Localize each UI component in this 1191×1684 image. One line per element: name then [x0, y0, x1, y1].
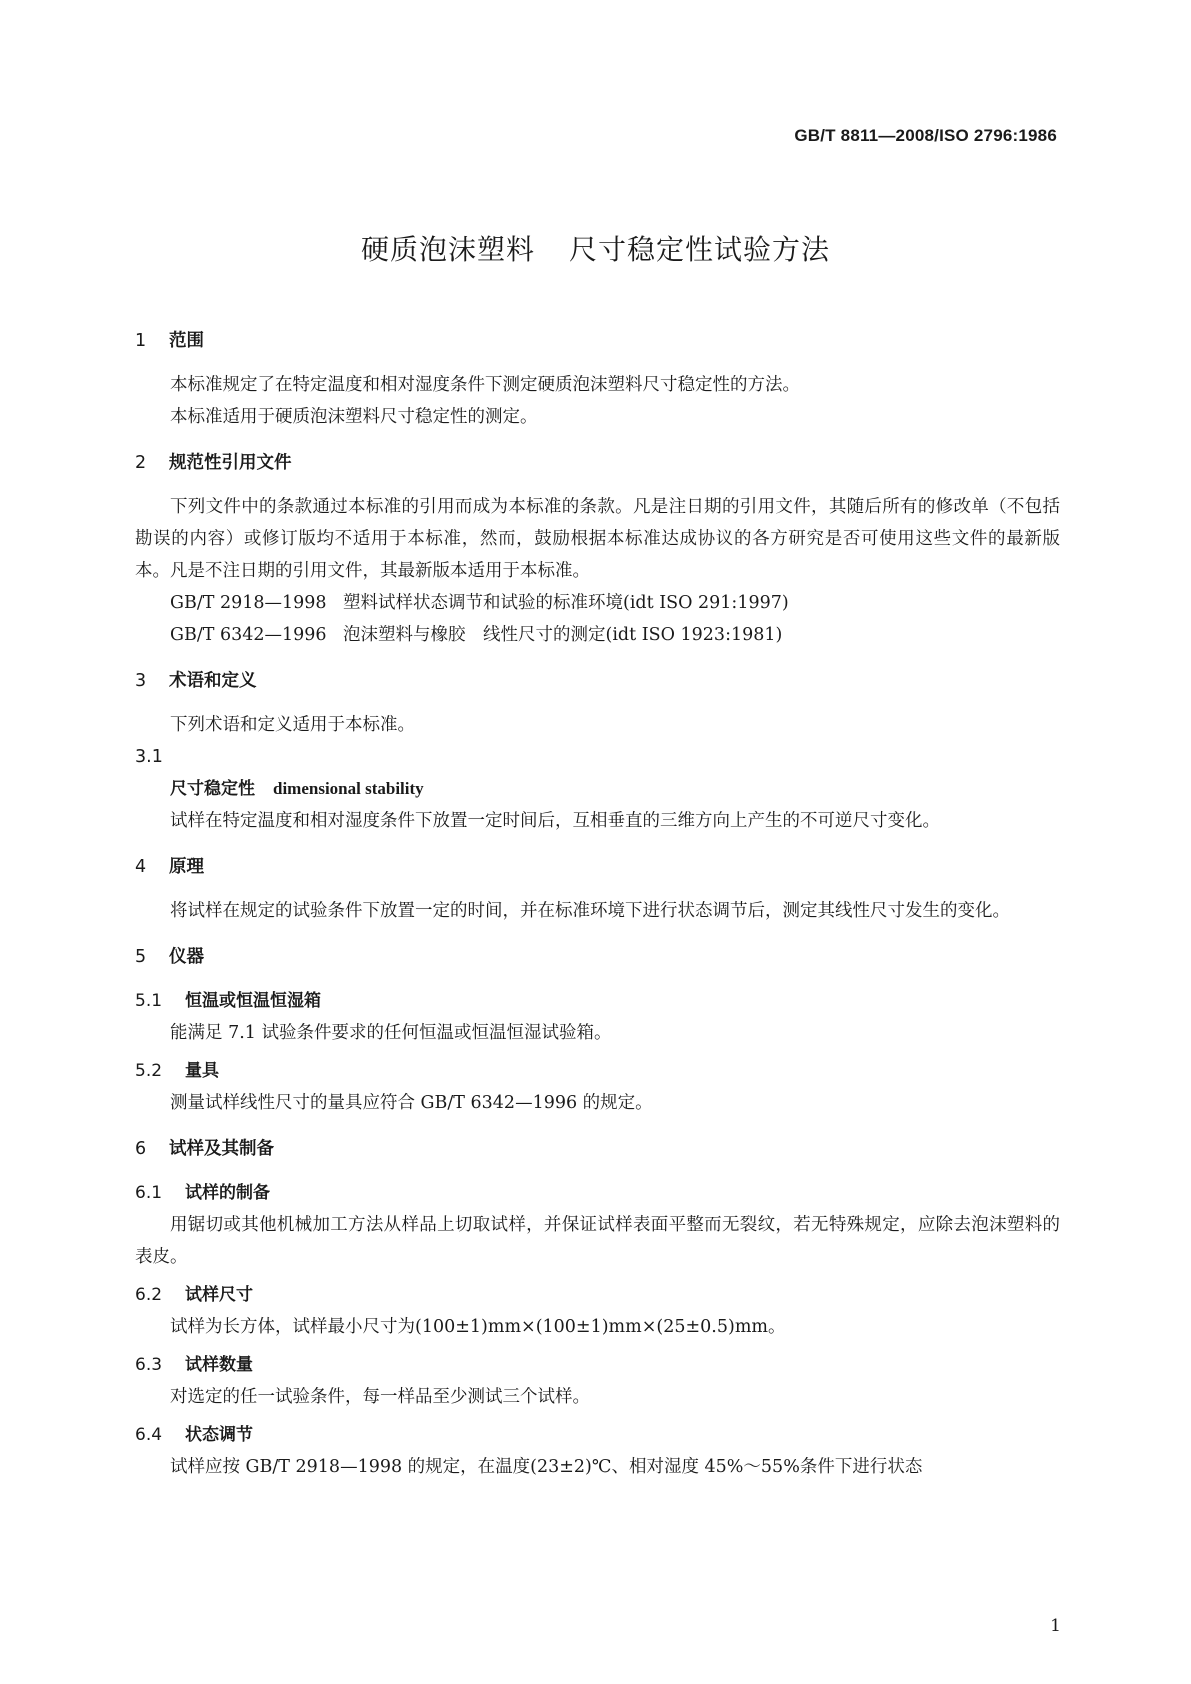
- reference-item: GB/T 2918—1998 塑料试样状态调节和试验的标准环境(idt ISO 291:1997): [170, 593, 789, 613]
- standard-code: GB/T 8811—2008/ISO 2796:1986: [794, 126, 1057, 145]
- section-heading-5: 5 仪器: [135, 947, 204, 967]
- section-heading-3: 3 术语和定义: [135, 671, 257, 691]
- subsection-heading-5-1: 5.1 恒温或恒温恒湿箱: [135, 991, 321, 1011]
- paragraph: 将试样在规定的试验条件下放置一定的时间，并在标准环境下进行状态调节后，测定其线性尺寸发生的变化。: [170, 901, 1010, 921]
- title-part-1: 硬质泡沫塑料: [360, 233, 535, 266]
- paragraph: 试样应按 GB/T 2918—1998 的规定，在温度(23±2)℃、相对湿度 45%～55%条件下进行状态: [170, 1457, 923, 1477]
- paragraph: 用锯切或其他机械加工方法从样品上切取试样，并保证试样表面平整而无裂纹，若无特殊规定，应除去泡沫塑料的表皮。: [135, 1215, 1060, 1267]
- section-heading-4: 4 原理: [135, 857, 204, 877]
- document-title: [0, 228, 1191, 268]
- term-entry: [135, 773, 1060, 805]
- subsection-heading-5-2: 5.2 量具: [135, 1061, 219, 1081]
- section-heading-2: 2 规范性引用文件: [135, 453, 292, 473]
- clause-number: 3.1: [135, 747, 163, 767]
- reference-item: GB/T 6342—1996 泡沫塑料与橡胶 线性尺寸的测定(idt ISO 1923:1981): [170, 625, 783, 645]
- paragraph: 对选定的任一试验条件，每一样品至少测试三个试样。: [170, 1387, 590, 1407]
- section-heading-6: 6 试样及其制备: [135, 1139, 274, 1159]
- subsection-heading-6-3: 6.3 试样数量: [135, 1355, 253, 1375]
- subsection-heading-6-1: 6.1 试样的制备: [135, 1183, 270, 1203]
- page-number: 1: [1050, 1616, 1061, 1636]
- subsection-heading-6-4: 6.4 状态调节: [135, 1425, 253, 1445]
- document-body: [135, 325, 1060, 1483]
- section-heading-1: 1 范围: [135, 331, 204, 351]
- paragraph: 本标准规定了在特定温度和相对湿度条件下测定硬质泡沫塑料尺寸稳定性的方法。: [170, 375, 800, 395]
- title-part-2: 尺寸稳定性试验方法: [569, 233, 831, 266]
- paragraph: 本标准适用于硬质泡沫塑料尺寸稳定性的测定。: [170, 407, 538, 427]
- definition: 试样在特定温度和相对湿度条件下放置一定时间后，互相垂直的三维方向上产生的不可逆尺寸变化。: [170, 811, 940, 831]
- paragraph: 测量试样线性尺寸的量具应符合 GB/T 6342—1996 的规定。: [170, 1093, 653, 1113]
- paragraph: 下列文件中的条款通过本标准的引用而成为本标准的条款。凡是注日期的引用文件，其随后所有的修改单（不包括勘误的内容）或修订版均不适用于本标准，然而，鼓励根据本标准达成协议的各方研究是否可使用这些文件的最新版本。凡是不注日期的引用文件，其最新版本适用于本标准。: [135, 497, 1060, 581]
- term-chinese: 尺寸稳定性: [170, 779, 255, 799]
- paragraph: 能满足 7.1 试验条件要求的任何恒温或恒温恒湿试验箱。: [170, 1023, 612, 1043]
- paragraph: 试样为长方体，试样最小尺寸为(100±1)mm×(100±1)mm×(25±0.5)mm。: [170, 1317, 786, 1337]
- subsection-heading-6-2: 6.2 试样尺寸: [135, 1285, 253, 1305]
- paragraph: 下列术语和定义适用于本标准。: [170, 715, 415, 735]
- term-english: dimensional stability: [273, 779, 424, 798]
